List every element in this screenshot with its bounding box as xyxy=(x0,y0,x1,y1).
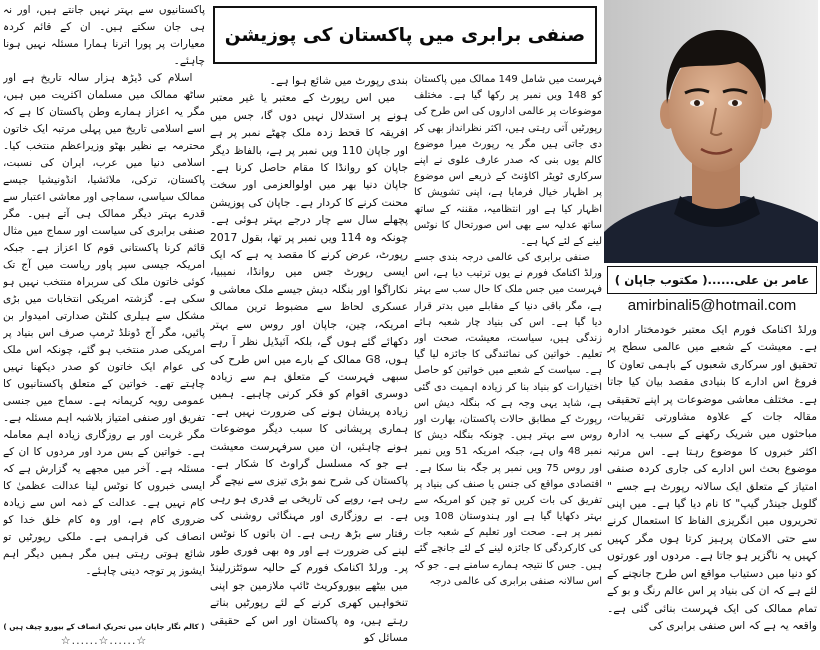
article-column-1 xyxy=(607,321,817,648)
article-paragraph: فہرست میں شامل 149 ممالک میں پاکستان کو 148 ویں نمبر پر رکھا گیا ہے۔ مختلف موضوعات پر عالمی اداروں کی اس طرح کی رپورٹیں آتی رہتی ہیں، اکثر نظرانداز بھی کر دی جاتی ہیں مگر یہ رپورٹ میرا موضوع کالم یوں بنی کہ صدر عارف علوی نے اپنے سرکاری ٹویٹر اکاؤنٹ کے ذریعے اس موضوع پر اظہار خیال فرمایا ہے، اپنی تشویش کا اظہار کیا ہے اور انتظامیہ، مقننہ کے ساتھ ساتھ عدلیہ سے بھی اس صورتحال کا نوٹس لینے کے لئے کہا ہے۔ xyxy=(414,74,602,247)
article-paragraph: صنفی برابری کی عالمی درجہ بندی جسے ورلڈ اکنامک فورم نے یوں ترتیب دیا ہے، اس فہرست میں جس ملک کا حال سب سے بہتر ہے، مگر باقی دنیا کے مقابلے میں بدتر قرار دیا گیا ہے۔ اس کی بنیاد چار شعبہ ہائے زندگی ہیں، سیاست، معیشت، صحت اور تعلیم۔ خواتین کی نمائندگی کا جائزہ لیا گیا ہے۔ سیاست کے شعبے میں خواتین کو حاصل اختیارات کو بنیاد بنا کر زیادہ اہمیت دی گئی ہے، شاید یہی وجہ ہے کہ بنگلہ دیش اس رپورٹ کے مطابق حالات پاکستان، بھارت اور روس سے بہتر ہیں۔ چونکہ بنگلہ دیش کا نمبر 48 واں ہے، جبکہ امریکہ 51 ویں نمبر اور روس 75 ویں نمبر پر جگہ بنا سکا ہے۔ اقتصادی مواقع کی جنس یا صنف کی بنیاد پر تفریق کی بات کریں تو چین کو امریکہ سے بہتر دکھایا گیا ہے اور ہندوستان 108 ویں نمبر پر ہے۔ صحت اور تعلیم کے شعبہ جات کی کارکردگی کا جائزہ لینے کے لئے جانچے گئے ہیں۔ جس کا نتیجہ ہمارے سامنے ہے۔ جو کہ اس سالانہ صنفی برابری کی عالمی درجہ xyxy=(414,252,602,587)
article-column-2 xyxy=(414,72,602,648)
column-text xyxy=(3,2,205,620)
article-paragraph: اسلام کی ڈیڑھ ہزار سالہ تاریخ ہے اور ساٹھ ممالک میں مسلمان اکثریت میں ہیں، مگر یہ اعزاز ہمارے وطن پاکستان کا ہے کہ اسے اسلامی تاریخ میں پہلی مرتبہ ایک خاتون محترمہ بے نظیر بھٹو وزیراعظم منتخب کیا۔ اسلامی دنیا میں عرب، ایران کی نسبت، پاکستان، ترکی، ملائشیا، انڈونیشیا جیسے ممالک سیاسی، سماجی اور معاشی اعتبار سے قدرے بہتر دیگر ممالک ہی آتے ہیں۔ مگر صنفی برابری کی سیاست اور سماج میں مثال قائم کرنا پاکستانی قوم کا اعزاز ہے۔ جبکہ امریکہ جیسی سپر پاور ریاست میں آج تک کوئی خاتون ملک کی سربراہ منتخب نہیں ہو سکی ہے۔ گزشتہ امریکی انتخابات میں بڑی مشکل سے ہیلری کلنٹن صدارتی امیدوار بن پائیں، مگر آج ڈونلڈ ٹرمپ صرف اس بنیاد پر امریکی صدر منتخب ہو گئے، چونکہ اس ملک کی عوام ایک خاتون کو صدر دیکھنا نہیں چاہتے تھے۔ خواتین کے متعلق پاکستانیوں کا عمومی رویہ کریمانہ ہے۔ سماج میں جنسی تفریق اور صنفی امتیاز بلاشبہ اہم مسئلہ ہے۔ مگر غربت اور بے روزگاری زیادہ اہم معاملہ ہے۔ خواتین کے بس مرد اور مردوں کا ان کے مسئلہ ہے۔ آخر میں مجھے یہ گزارش ہے کہ ایسی خبروں کا نوٹس لینا عدالت عظمیٰ کا کام نہیں ہے۔ عدالت کے ذمہ اس سے زیادہ ضروری کام ہے، اور وہ کام خلق خدا کو انصاف کی فراہمی ہے۔ ملکی رپورٹیں تو شائع ہوتی رہتی ہیں مگر ہمیں دیگر اہم ایشوز پر توجہ دینی چاہئے۔ xyxy=(3,72,205,577)
article-column-4 xyxy=(3,2,205,648)
article-paragraph: ورلڈ اکنامک فورم ایک معتبر خودمختار ادارہ ہے۔ معیشت کے شعبے میں عالمی سطح پر تحقیق اور سرکاری شعبوں کے باہمی تعاون کا فروغ اس ادارے کا بنیادی مقصد بیان کیا جاتا ہے۔ مختلف معاشی موضوعات پر اپنے تحقیقی مقالہ جات کے علاوہ مشاورتی تقریبات، مباحثوں میں شریک رکھنے کے سبب یہ ادارہ اکثر خبروں کا موضوع رہتا ہے۔ اس مرتبہ موضوع بحث اس ادارے کی جاری کردہ صنفی امتیاز کے متعلق ایک سالانہ رپورٹ ہے جسے " گلوبل جینڈر گیپ" کا نام دیا گیا ہے۔ میں اپنی تحریروں میں انگریزی الفاظ کا استعمال کرنے سے حتی الامکان پرہیز کرتا ہوں مگر کہیں کہیں یہ ناگزیر ہو جاتا ہے۔ مردوں اور عورتوں کو دنیا میں دستیاب مواقع اس طرح جانچنے کے لئے ہے کہ ان کی بنیاد پر اس عالم رنگ و بو کے تمام ممالک کی ایک فہرست بنائی گئی ہے۔ واقعہ یہ ہے کہ اس صنفی برابری کی xyxy=(607,323,817,632)
article-paragraph: بندی رپورٹ میں شائع ہوا ہے۔ xyxy=(269,74,408,87)
author-note: ( کالم نگار جاپان میں تحریکِ انصاف کے بیورو چیف ہیں ) xyxy=(3,621,205,631)
right-pupil xyxy=(732,100,738,106)
byline: عامر بن علی......( مکتوب جاپان ) xyxy=(614,273,810,287)
article-paragraph: میں اس رپورٹ کے معتبر یا غیر معتبر ہونے پر استدلال نہیں دوں گا، جس میں افریقہ کا قحط زدہ ملک چھٹے نمبر پر ہے اور جاپان 110 ویں نمبر پر ہے، بالفاظ دیگر جاپان کو روانڈا کا مقام حاصل کرنا ہے۔ جاپان دنیا بھر میں اولوالعزمی اور سخت محنت کرنے کا کردار ہے۔ جاپان کی پوزیشن پچھلے سال سے چار درجے بہتر ہوئی ہے۔ چونکہ وہ 114 ویں نمبر پر تھا، بقول 2017 رپورٹ، عرض کرنے کا مقصد یہ ہے کہ ایک ایسی رپورٹ جس میں روانڈا، نمیبیا، نکاراگوا اور بنگلہ دیش جیسے ملک معاشی و عسکری لحاظ سے مضبوط ترین ممالک امریکہ، چین، جاپان اور روس سے بہتر دکھائے گئے ہوں گے، بلکہ آئیڈیل نظر آ رہے ہوں، G8 ممالک کے بارے میں اس طرح کی سبھی فہرست کے متعلق ہم سے زیادہ دوسری اقوام کو فکر کرنی چاہیے۔ ہمیں زیادہ پریشان ہونے کی ضرورت نہیں ہے۔ ہماری پریشانی کا سبب دیگر موضوعات ہونے چاہئیں، ان میں سرفہرست معیشت ہے جو کہ مسلسل گراوٹ کا شکار ہے۔ پاکستان کی شرح نمو بڑی تیزی سے نیچے گر رہی ہے، روپے کی تاریخی بے قدری ہو رہی ہے۔ بے روزگاری اور مہنگائی روشنی کی رفتار سے بڑھ رہی ہے۔ ان باتوں کا نوٹس لینے کی ضرورت ہے اور وہ بھی فوری طور پر۔ ورلڈ اکنامک فورم کے حالیہ سوئٹزرلینڈ میں بیٹھے بیوروکریٹ ٹائپ ملازمین جو اپنی تنخواہیں کھری کرنے کے لئے رپورٹیں بناتے رہتے ہیں، وہ پاکستان اور اس کے حقیقی مسائل کو xyxy=(210,91,408,644)
headline-box xyxy=(213,6,597,64)
headline: صنفی برابری میں پاکستان کی پوزیشن xyxy=(224,24,586,46)
left-pupil xyxy=(694,100,700,106)
author-portrait xyxy=(604,0,818,263)
author-email: amirbinali5@hotmail.com xyxy=(627,297,797,314)
end-mark: ☆......☆......☆ xyxy=(60,633,148,647)
article-column-3 xyxy=(210,72,408,648)
author-photo xyxy=(604,0,818,263)
byline-box xyxy=(607,266,817,294)
article-paragraph: پاکستانیوں سے بہتر نہیں جانتے ہیں، اور نہ ہی جان سکتے ہیں۔ ان کے قائم کردہ معیارات پر پورا اترنا ہمارا مسئلہ نہیں ہونا چاہئے۔ xyxy=(3,4,205,67)
